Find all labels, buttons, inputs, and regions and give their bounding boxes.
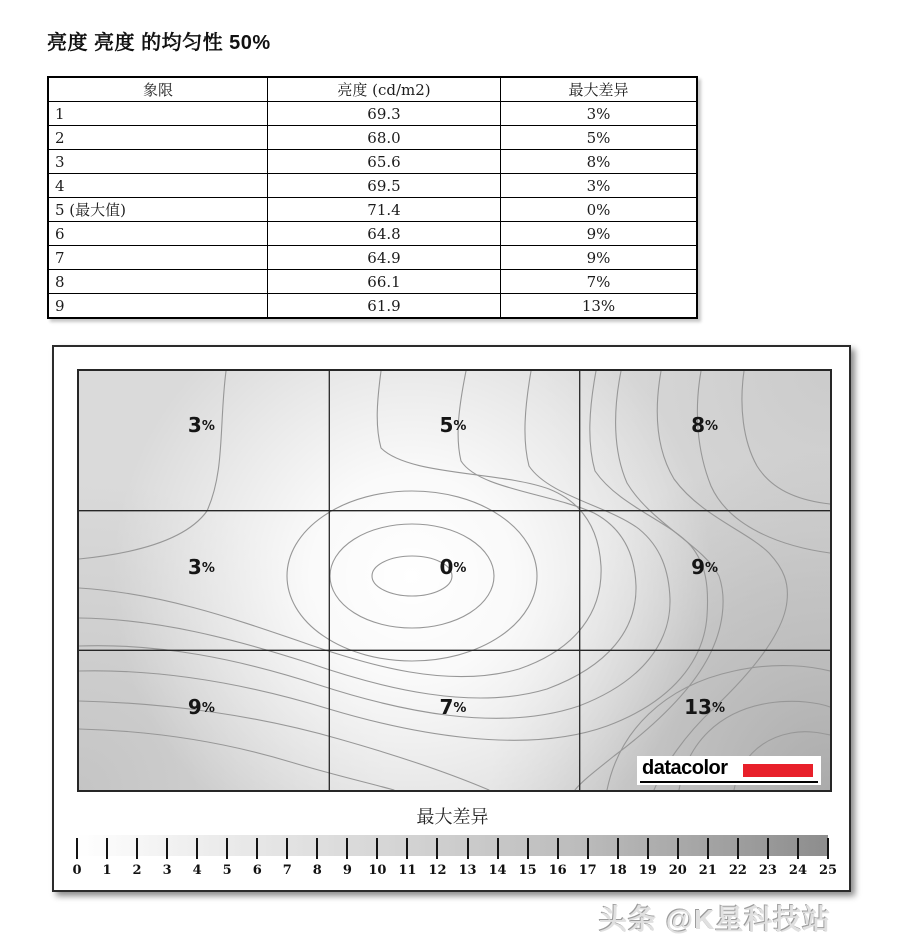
colorbar-tick-label: 9 (342, 863, 352, 878)
luminance-cell: 66.1 (268, 270, 501, 294)
percent-sign: % (201, 419, 215, 435)
colorbar-tick (677, 838, 679, 859)
colorbar-title: 最大差异 (416, 807, 489, 828)
zone-value-label (684, 695, 726, 720)
colorbar-tick-label: 7 (282, 863, 292, 878)
zone-number: 5 (439, 413, 454, 438)
zone-number: 0 (439, 555, 454, 580)
zone-value-label (439, 695, 467, 720)
quadrant-cell: 2 (48, 126, 268, 150)
maxdiff-cell: 8% (501, 150, 698, 174)
colorbar-tick (106, 838, 108, 859)
luminance-cell: 64.8 (268, 222, 501, 246)
datacolor-logo-underline (640, 781, 818, 783)
colorbar-tick (797, 838, 799, 859)
zone-number: 9 (691, 555, 706, 580)
percent-sign: % (201, 701, 215, 717)
luminance-cell: 64.9 (268, 246, 501, 270)
colorbar-tick (376, 838, 378, 859)
zone-number: 7 (439, 695, 454, 720)
uniformity-table-body (48, 102, 697, 319)
maxdiff-cell: 0% (501, 198, 698, 222)
maxdiff-cell: 13% (501, 294, 698, 319)
page-title: 亮度 亮度 的均匀性 50% (47, 32, 271, 54)
colorbar-tick (316, 838, 318, 859)
zone-value-label (187, 695, 215, 720)
table-row (48, 150, 697, 174)
table-row (48, 126, 697, 150)
datacolor-logo (637, 756, 821, 785)
colorbar-tick-label: 21 (698, 863, 717, 878)
quadrant-cell: 4 (48, 174, 268, 198)
maxdiff-cell: 7% (501, 270, 698, 294)
table-row (48, 222, 697, 246)
colorbar-tick (166, 838, 168, 859)
zone-value-label (187, 413, 215, 438)
maxdiff-cell: 9% (501, 246, 698, 270)
table-header-row (48, 77, 697, 102)
colorbar-tick (406, 838, 408, 859)
colorbar-tick-label: 11 (398, 863, 417, 878)
percent-sign: % (705, 419, 719, 435)
colorbar-tick-label: 19 (638, 863, 657, 878)
maxdiff-cell: 3% (501, 102, 698, 126)
colorbar-tick (527, 838, 529, 859)
colorbar-tick-label: 3 (162, 863, 172, 878)
colorbar-tick-label: 4 (192, 863, 202, 878)
percent-sign: % (711, 701, 726, 717)
luminance-cell: 69.5 (268, 174, 501, 198)
zone-value-label (187, 555, 215, 580)
colorbar-tick-label: 13 (458, 863, 477, 878)
percent-sign: % (705, 561, 719, 577)
table-row (48, 174, 697, 198)
percent-sign: % (453, 561, 467, 577)
zone-number: 3 (187, 555, 202, 580)
colorbar-tick (707, 838, 709, 859)
colorbar-tick-label: 23 (758, 863, 777, 878)
maxdiff-cell: 3% (501, 174, 698, 198)
colorbar-tick (256, 838, 258, 859)
contour-plot-area (77, 369, 832, 792)
header-maxdiff: 最大差异 (501, 77, 698, 102)
zone-number: 3 (187, 413, 202, 438)
luminance-cell: 68.0 (268, 126, 501, 150)
zone-value-label (691, 413, 719, 438)
luminance-cell: 69.3 (268, 102, 501, 126)
colorbar-tick-label: 20 (668, 863, 687, 878)
zone-value-label (439, 555, 467, 580)
colorbar-tick (647, 838, 649, 859)
quadrant-cell: 8 (48, 270, 268, 294)
table-row (48, 270, 697, 294)
quadrant-cell: 6 (48, 222, 268, 246)
colorbar-tick-label: 24 (788, 863, 807, 878)
zone-number: 8 (691, 413, 706, 438)
quadrant-cell: 5 (最大值) (48, 198, 268, 222)
table-row (48, 246, 697, 270)
header-quadrant: 象限 (48, 77, 268, 102)
colorbar-tick-label: 6 (252, 863, 262, 878)
quadrant-cell: 1 (48, 102, 268, 126)
zone-value-label (439, 413, 467, 438)
colorbar-tick (557, 838, 559, 859)
colorbar-tick (226, 838, 228, 859)
colorbar-tick-label: 5 (222, 863, 232, 878)
colorbar-tick-label: 22 (728, 863, 747, 878)
colorbar-tick (467, 838, 469, 859)
watermark: 头条 @K星科技站 (599, 904, 832, 935)
colorbar-tick (346, 838, 348, 859)
colorbar-tick (136, 838, 138, 859)
colorbar-tick (76, 838, 78, 859)
colorbar-tick (436, 838, 438, 859)
colorbar-tick (286, 838, 288, 859)
quadrant-cell: 3 (48, 150, 268, 174)
maxdiff-cell: 5% (501, 126, 698, 150)
luminance-cell: 61.9 (268, 294, 501, 319)
header-luminance: 亮度 (cd/m2) (268, 77, 501, 102)
colorbar-tick-label: 16 (548, 863, 567, 878)
quadrant-cell: 9 (48, 294, 268, 319)
colorbar-tick-label: 12 (428, 863, 447, 878)
zone-number: 13 (684, 695, 712, 720)
uniformity-table-container (47, 76, 698, 319)
percent-sign: % (453, 419, 467, 435)
colorbar-tick-label: 2 (132, 863, 142, 878)
maxdiff-cell: 9% (501, 222, 698, 246)
datacolor-logo-red-block (743, 764, 813, 777)
colorbar-tick (497, 838, 499, 859)
percent-sign: % (453, 701, 467, 717)
colorbar-tick (737, 838, 739, 859)
colorbar-tick-label: 8 (312, 863, 322, 878)
colorbar-tick (827, 838, 829, 859)
colorbar-tick (617, 838, 619, 859)
table-row (48, 198, 697, 222)
colorbar-tick-label: 17 (578, 863, 597, 878)
colorbar-tick-label: 10 (368, 863, 387, 878)
colorbar-tick (587, 838, 589, 859)
luminance-cell: 71.4 (268, 198, 501, 222)
colorbar-tick (196, 838, 198, 859)
colorbar-tick-label: 15 (518, 863, 537, 878)
contour-chart-panel (52, 345, 851, 892)
zone-number: 9 (187, 695, 202, 720)
luminance-cell: 65.6 (268, 150, 501, 174)
colorbar-tick-label: 25 (818, 863, 838, 878)
colorbar-tick-label: 0 (72, 863, 82, 878)
datacolor-logo-text: datacolor (642, 757, 728, 779)
colorbar (72, 835, 838, 878)
colorbar-tick-label: 18 (608, 863, 627, 878)
zone-value-label (691, 555, 719, 580)
table-row (48, 102, 697, 126)
colorbar-tick (767, 838, 769, 859)
percent-sign: % (201, 561, 215, 577)
uniformity-table (47, 76, 698, 319)
colorbar-tick-label: 14 (488, 863, 507, 878)
quadrant-cell: 7 (48, 246, 268, 270)
colorbar-tick-label: 1 (102, 863, 112, 878)
table-row (48, 294, 697, 319)
